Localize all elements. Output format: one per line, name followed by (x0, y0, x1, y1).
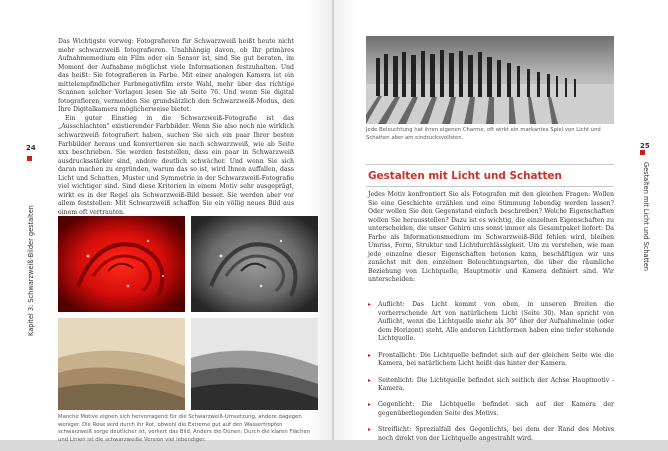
list-item-term: Auflicht: (378, 301, 405, 308)
list-item-term: Frontallicht: (378, 351, 418, 359)
lighting-types-list (368, 301, 614, 451)
list-item (368, 401, 614, 418)
list-item-term: Streiflicht: (378, 426, 412, 434)
arrow-icon: ▸ (368, 301, 372, 308)
right-page (334, 0, 668, 440)
list-item-text: Die Lichtquelle befindet sich seitlich der Achse Hauptmotiv - Kamera. (378, 376, 615, 393)
list-item-text: Die Lichtquelle befindet sich auf der Kamera der gegenüberliegenden Seite des Motivs. (378, 401, 615, 417)
arrow-icon: ▸ (368, 376, 372, 384)
heading-rule-top (366, 164, 614, 165)
list-item-text: Sprezialfall des Gegenlichts, bei dem der Rand des Motivs noch direkt von der Lichtquelle angestrahlt wird. (378, 426, 614, 442)
heading-rule-bottom (366, 186, 614, 187)
left-running-head: Kapitel 3: Schwarzweiß-Bilder gestalten (27, 205, 35, 336)
dunes-color-photo (58, 318, 185, 410)
right-photo-caption: Jede Beleuchtung hat ihren eigenen Charme, oft wirkt ein markantes Spiel von Licht und Schatten aber am eindrucksvollsten. (366, 127, 601, 141)
left-page-marker (27, 156, 32, 161)
beach-posts-photo (366, 36, 614, 124)
list-item-term: Seitenlicht: (378, 376, 414, 384)
list-item (368, 377, 614, 394)
dunes-bw-photo (191, 318, 318, 410)
rose-bw-photo (191, 216, 318, 312)
arrow-icon: ▸ (368, 351, 372, 359)
arrow-icon: ▸ (368, 426, 372, 434)
right-running-head: Gestalten mit Licht und Schatten (642, 162, 650, 271)
rose-color-photo (58, 216, 185, 312)
list-item (368, 301, 614, 344)
left-image-caption: Manche Motive eignen sich hervorragend für die Schwarzweiß-Umsetzung, andere dagegen weniger. Die Rose wird durch ihr Rot, obwohl die Extreme gut auf den Wassertropfen schwarzweiß sorge deutlicher ist, verliert das Bild. Anders die Dünen: Durch die klaren Flächen und Linien ist die schwarzweiße Version viel lebendiger. (58, 414, 311, 443)
left-page-number: 24 (26, 144, 36, 152)
list-item-term: Gegenlicht: (378, 401, 415, 409)
right-page-number: 25 (640, 142, 650, 150)
right-body-text (368, 191, 614, 285)
section-heading: Gestalten mit Licht und Schatten (368, 170, 562, 182)
left-page (0, 0, 333, 443)
list-item (368, 352, 614, 369)
left-paragraph-1: Das Wichtigste vorweg: Fotografieren für Schwarzweiß heißt heute nicht mehr schwarzweiß fotografieren. Unabhängig davon, ob Ihr primäres Aufnahmemedium ein Film oder ein Sensor ist, sind Sie gut beraten, im Moment der Aufnahme möglichst viele Informationen festzuhalten. Und das heißt: Sie fotografieren in Farbe. Mit einer analogen Kamera ist ein mittelempfindlicher Farbnegativfilm erste Wahl, mehr über das richtige Scannen solcher Vorlagen lesen Sie ab Seite 76. Und wenn Sie digital fotografieren, vermeiden Sie grundsätzlich den Schwarzweiß-Modus, den Ihre Digitalkamera möglicherweise bietet. (58, 38, 294, 114)
right-paragraph: Jedes Motiv konfrontiert Sie als Fotografen mit den gleichen Fragen: Wollen Sie eine Geschichte erzählen und eine Stimmung lebendig werden lassen? Oder wollen Sie den Gegenstand einfach beschreiben? Welche Eigenschaften wollen Sie herausstellen? Dazu ist es wichtig, die einzelnen Eigenschaften zu unterscheiden, die unser Gehirn uns sonst immer als Gesamtpaket liefert: Da Farbe als Informationsmedium im Schwarzweiß-Bild fehlen wird, bleiben Umriss, Form, Struktur und Lichtdurchlässigkeit. Um zu verstehen, wie man jede einzelne dieser Eigenschaften betonen kann, beschäftigen wir uns zunächst mit den einzelnen Beleuchtungsarten, die über die räumliche Beziehung von Lichtquelle, Hauptmotiv und Kamera definiert sind. Wir unterscheiden: (368, 191, 614, 284)
list-item (368, 426, 614, 443)
left-paragraph-2: Ein guter Einstieg in die Schwarzweiß-Fotografie ist das „Ausschlachten" existierender Farbbilder. Wenn Sie also noch nie wirklich schwarzweiß fotografiert haben, suchen Sie sich ein paar Ihrer besten Farbbilder heraus und konvertieren sie nach schwarzweiß, wie ab Seite xxx beschrieben. Sie werden feststellen, dass ein paar in Schwarzweiß ausdrucksstärker sind, andere deutlich schwächer. Und wenn Sie sich daran machen zu ergründen, warum das so ist, wird Ihnen auffallen, dass Licht und Schatten, Muster und Symmetrie in der Schwarzweiß-Fotografie viel wichtiger sind. Sind diese Kriterien in einem Motiv sehr ausgeprägt, wirkt es in der Regel als Schwarzweiß-Bild besser. Sie werden aber vor allem feststellen: Mit Schwarzweiß schaffen Sie ein völlig neues Bild aus einem oft vertrauten. (58, 114, 294, 216)
right-page-marker (640, 150, 645, 155)
list-item-text: Das Licht kommt von oben, in unseren Breiten die vorherrschende Art von natürlichem Licht (Seite 30). Man spricht von Auflicht, wenn die Lichtquelle mehr als 30° über der Aufnahmelinie (oder dem Horizont) steht. Alle anderen Lichtformen haben eine tiefer stehende Lichtquelle. (378, 301, 615, 343)
arrow-icon: ▸ (368, 401, 372, 409)
left-body-text (58, 38, 294, 217)
list-item-text: Die Lichtquelle befindet sich auf der gleichen Seite wie die Kamera, bei natürlichem Licht heißt das hinter der Kamera. (378, 351, 615, 368)
